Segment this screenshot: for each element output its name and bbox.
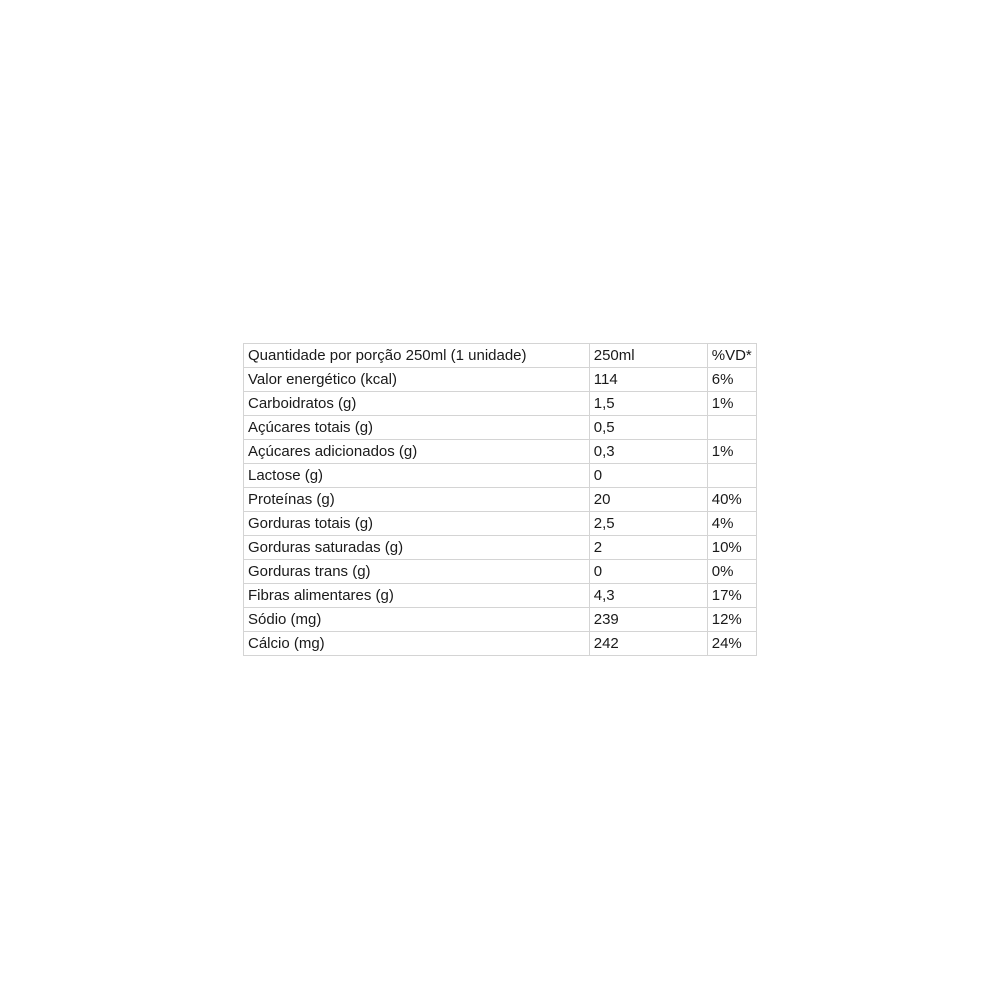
nutrient-label: Fibras alimentares (g) <box>244 584 590 608</box>
table-row <box>244 536 757 560</box>
table-row <box>244 488 757 512</box>
nutrient-label: Proteínas (g) <box>244 488 590 512</box>
nutrient-value: 1,5 <box>589 392 707 416</box>
table-row <box>244 392 757 416</box>
nutrient-label: Valor energético (kcal) <box>244 368 590 392</box>
nutrient-daily-value: 40% <box>707 488 756 512</box>
nutrient-daily-value: 1% <box>707 392 756 416</box>
nutrient-label: Gorduras saturadas (g) <box>244 536 590 560</box>
nutrient-value: 0,5 <box>589 416 707 440</box>
table-row <box>244 608 757 632</box>
nutrient-label: Gorduras totais (g) <box>244 512 590 536</box>
nutrient-label: Cálcio (mg) <box>244 632 590 656</box>
nutrient-value: 0 <box>589 560 707 584</box>
nutrient-daily-value: 1% <box>707 440 756 464</box>
table-row <box>244 584 757 608</box>
table-row <box>244 440 757 464</box>
table-row <box>244 464 757 488</box>
table-row <box>244 416 757 440</box>
nutrient-daily-value: 17% <box>707 584 756 608</box>
header-daily-value: %VD* <box>707 344 756 368</box>
nutrient-label: Carboidratos (g) <box>244 392 590 416</box>
header-portion-value: 250ml <box>589 344 707 368</box>
nutrient-label: Açúcares adicionados (g) <box>244 440 590 464</box>
table-row <box>244 632 757 656</box>
nutrient-daily-value: 0% <box>707 560 756 584</box>
nutrient-daily-value <box>707 464 756 488</box>
nutrient-label: Gorduras trans (g) <box>244 560 590 584</box>
nutrient-daily-value: 10% <box>707 536 756 560</box>
nutrient-daily-value: 12% <box>707 608 756 632</box>
nutrient-value: 0,3 <box>589 440 707 464</box>
nutrient-value: 0 <box>589 464 707 488</box>
nutrient-daily-value: 4% <box>707 512 756 536</box>
nutrient-value: 4,3 <box>589 584 707 608</box>
nutrient-daily-value <box>707 416 756 440</box>
nutrient-value: 242 <box>589 632 707 656</box>
table-header-row <box>244 344 757 368</box>
nutrient-value: 114 <box>589 368 707 392</box>
header-portion-label: Quantidade por porção 250ml (1 unidade) <box>244 344 590 368</box>
nutrition-table <box>243 343 757 656</box>
table-row <box>244 512 757 536</box>
nutrient-label: Açúcares totais (g) <box>244 416 590 440</box>
table-row <box>244 368 757 392</box>
nutrient-label: Sódio (mg) <box>244 608 590 632</box>
table-row <box>244 560 757 584</box>
nutrient-value: 20 <box>589 488 707 512</box>
nutrient-value: 2 <box>589 536 707 560</box>
nutrient-value: 239 <box>589 608 707 632</box>
nutrient-daily-value: 24% <box>707 632 756 656</box>
nutrient-daily-value: 6% <box>707 368 756 392</box>
nutrient-label: Lactose (g) <box>244 464 590 488</box>
nutrient-value: 2,5 <box>589 512 707 536</box>
